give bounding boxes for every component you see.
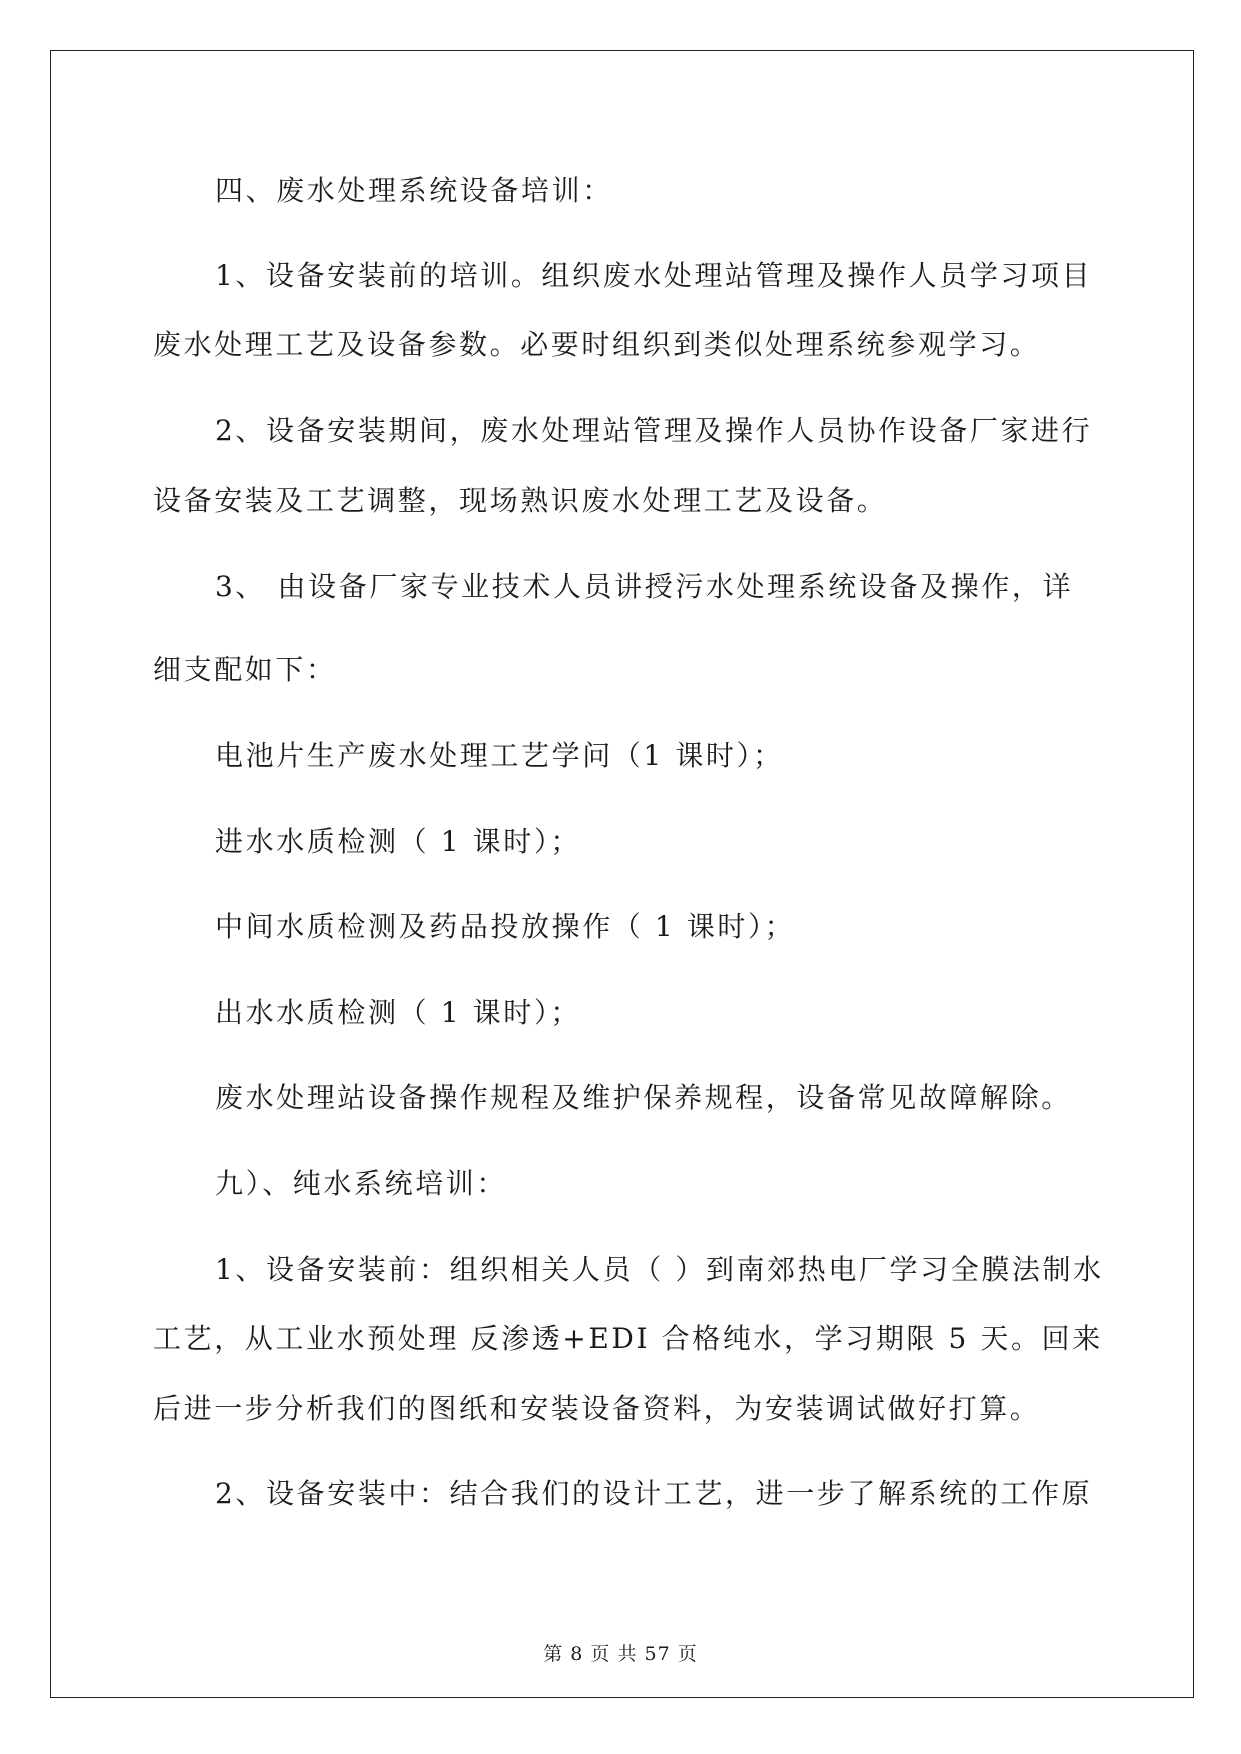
list-item: 废水处理站设备操作规程及维护保养规程，设备常见故障解除。 bbox=[215, 1081, 1072, 1114]
paragraph-line: 废水处理工艺及设备参数。必要时组织到类似处理系统参观学习。 bbox=[153, 328, 1041, 361]
list-item: 电池片生产废水处理工艺学问（1 课时）； bbox=[215, 739, 784, 772]
page-number: 第 8 页 共 57 页 bbox=[543, 1643, 698, 1665]
paragraph-line: 2、设备安装中：结合我们的设计工艺，进一步了解系统的工作原 bbox=[215, 1477, 1093, 1510]
paragraph-line: 2、设备安装期间，废水处理站管理及操作人员协作设备厂家进行 bbox=[215, 414, 1093, 447]
section-heading-wastewater: 四、废水处理系统设备培训： bbox=[215, 174, 613, 207]
paragraph-line: 3、 由设备厂家专业技术人员讲授污水处理系统设备及操作，详 bbox=[215, 570, 1074, 603]
list-item: 进水水质检测（ 1 课时）； bbox=[215, 825, 582, 858]
list-item: 中间水质检测及药品投放操作（ 1 课时）； bbox=[215, 910, 796, 943]
page-border bbox=[50, 50, 1194, 1698]
paragraph-line: 1、设备安装前的培训。组织废水处理站管理及操作人员学习项目 bbox=[215, 259, 1093, 292]
paragraph-line: 1、设备安装前：组织相关人员（ ）到南郊热电厂学习全膜法制水 bbox=[215, 1253, 1104, 1286]
paragraph-line: 细支配如下： bbox=[153, 653, 337, 686]
list-item: 出水水质检测（ 1 课时）； bbox=[215, 996, 582, 1029]
section-heading-pure-water: 九）、纯水系统培训： bbox=[215, 1167, 508, 1200]
paragraph-line: 后进一步分析我们的图纸和安装设备资料，为安装调试做好打算。 bbox=[153, 1392, 1041, 1425]
paragraph-line: 设备安装及工艺调整，现场熟识废水处理工艺及设备。 bbox=[153, 484, 888, 517]
paragraph-line: 工艺，从工业水预处理 反渗透+EDI 合格纯水，学习期限 5 天。回来 bbox=[153, 1322, 1103, 1355]
